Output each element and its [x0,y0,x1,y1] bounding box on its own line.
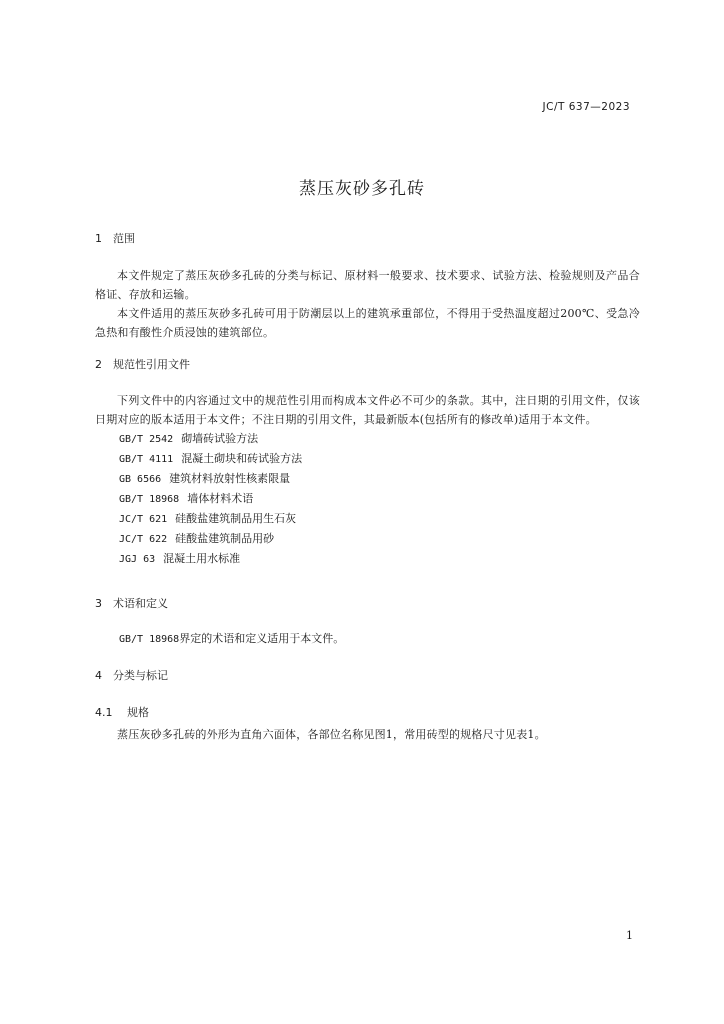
section-number: 3 [95,597,102,610]
subsection-number: 4.1 [95,706,113,719]
reference-name: 硅酸盐建筑制品用砂 [175,532,275,545]
reference-code: GB/T 2542 [119,434,174,445]
reference-code: JGJ 63 [119,554,156,565]
section-normative-references [95,357,640,569]
terms-text: 界定的术语和定义适用于本文件。 [179,632,345,645]
scope-paragraph-2: 本文件适用的蒸压灰砂多孔砖可用于防潮层以上的建筑承重部位，不得用于受热温度超过200℃、受急冷急热和有酸性介质浸蚀的建筑部位。 [95,307,640,339]
page-title: 蒸压灰砂多孔砖 [299,179,425,199]
reference-name: 建筑材料放射性核素限量 [169,472,291,485]
references-intro: 下列文件中的内容通过文中的规范性引用而构成本文件必不可少的条款。其中，注日期的引用文件，仅该日期对应的版本适用于本文件；不注日期的引用文件，其最新版本(包括所有的修改单)适用于本文件。 [95,394,640,426]
section-title: 范围 [113,232,135,245]
section-title: 分类与标记 [113,669,168,682]
section-heading [95,668,640,684]
list-item [95,529,640,549]
section-number: 1 [95,232,102,245]
list-item [95,469,640,489]
list-item [95,489,640,509]
page-number: 1 [626,929,633,942]
section-heading [95,231,640,247]
list-item [95,549,640,569]
section-classification [95,668,640,744]
list-item [95,449,640,469]
section-heading [95,596,640,612]
section-heading [95,357,640,373]
list-item [95,509,640,529]
scope-paragraph-1: 本文件规定了蒸压灰砂多孔砖的分类与标记、原材料一般要求、技术要求、试验方法、检验规则及产品合格证、存放和运输。 [95,269,640,301]
section-scope [95,231,640,342]
reference-list [95,429,640,569]
list-item [95,429,640,449]
standard-number: JC/T 637—2023 [542,101,630,113]
reference-code: GB/T 18968 [119,634,180,645]
section-terms [95,596,640,649]
subsection-heading [95,705,640,721]
spec-paragraph: 蒸压灰砂多孔砖的外形为直角六面体，各部位名称见图1，常用砖型的规格尺寸见表1。 [117,728,546,741]
reference-name: 混凝土砌块和砖试验方法 [181,452,303,465]
reference-name: 混凝土用水标准 [163,552,241,565]
terms-paragraph [95,629,640,649]
subsection-title: 规格 [127,706,149,719]
reference-name: 砌墙砖试验方法 [181,432,259,445]
section-title: 术语和定义 [113,597,168,610]
reference-code: GB/T 4111 [119,454,174,465]
reference-code: JC/T 621 [119,514,168,525]
section-title: 规范性引用文件 [113,358,190,371]
reference-name: 硅酸盐建筑制品用生石灰 [175,512,297,525]
reference-name: 墙体材料术语 [187,492,254,505]
reference-code: GB 6566 [119,474,162,485]
reference-code: JC/T 622 [119,534,168,545]
reference-code: GB/T 18968 [119,494,180,505]
section-number: 4 [95,669,102,682]
section-number: 2 [95,358,102,371]
